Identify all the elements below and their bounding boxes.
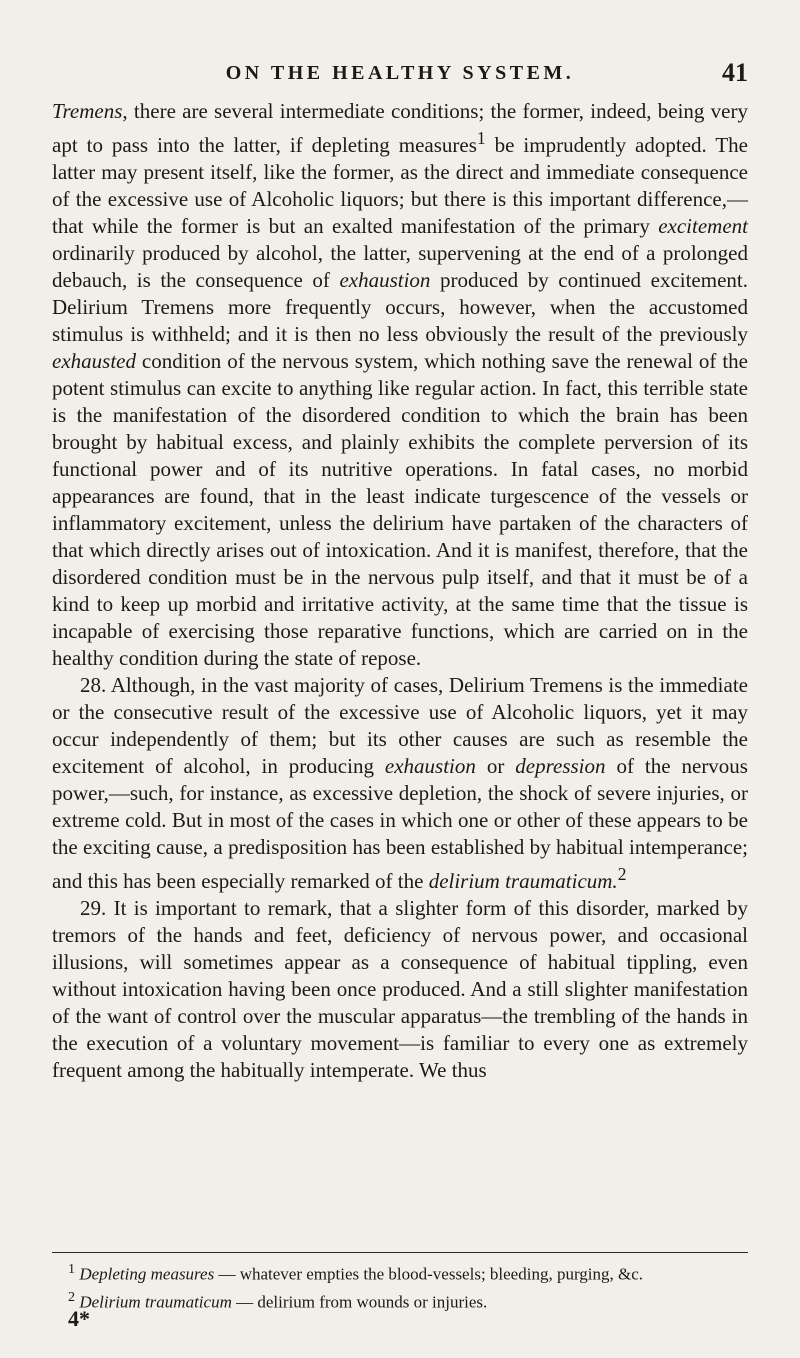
- text-run: 28. Although, in the vast majority of cases, Delirium Tremens is the immediate or the consecutive result of the excessive use of Alcoholic liquors, yet it may occur independently of them; but its other causes are such as resemble the excitement of alcohol, in producing: [52, 673, 748, 778]
- footnote-ref: 1: [476, 128, 486, 148]
- italic-term: exhausted: [52, 349, 136, 373]
- body-text: [52, 98, 748, 1084]
- paragraph-continuation: [52, 98, 748, 672]
- footnote-mark: 1: [68, 1261, 76, 1277]
- footnote-term: Delirium traumaticum: [79, 1292, 232, 1312]
- footnote-1: [52, 1258, 748, 1286]
- running-title: ON THE HEALTHY SYSTEM.: [225, 61, 575, 84]
- text-run: condition of the nervous system, which nothing save the renewal of the potent stimulus can excite to anything like regular action. In fact, this terrible state is the manifestation of the disordered condition to which the brain has been brought by habitual excess, and plainly exhibits the complete perversion of its functional power and of its nutritive operations. In fatal cases, no morbid appearances are found, that in the least indicate turgescence of the vessels or inflammatory excitement, unless the delirium have partaken of the characters of that which directly arises out of intoxication. And it is manifest, therefore, that the disordered condition must be in the nervous pulp itself, and that it must be of a kind to keep up morbid and irritative activity, at the same time that the tissue is incapable of exercising those reparative functions, which are carried on in the healthy condition during the state of repose.: [52, 349, 748, 670]
- footnote-text: — delirium from wounds or injuries.: [231, 1292, 488, 1312]
- footnote-ref: 2: [617, 864, 627, 884]
- italic-term: depression: [515, 754, 606, 778]
- text-run: be imprudently adopted. The latter may present itself, like the former, as the direct and immediate consequence of the excessive use of Alcoholic liquors; but there is this important difference,— that while the former is but an exalted manifestation of the primary: [52, 133, 749, 238]
- text-run: , there are several intermediate conditions; the former, indeed, being very apt to pass into the latter, if depleting measures: [52, 99, 748, 157]
- footnotes: [52, 1258, 748, 1313]
- text-run: 29. It is important to remark, that a slighter form of this disorder, marked by tremors of the hands and feet, deficiency of nervous power, and occasional illusions, will sometimes appear as a consequence of habitual tippling, even without intoxication having been once produced. And a still slighter manifestation of the want of control over the muscular apparatus—the trembling of the hands in the execution of a voluntary movement—is familiar to every one as extremely frequent among the habitually intemperate. We thus: [52, 896, 748, 1082]
- footnote-mark: 2: [68, 1288, 76, 1305]
- text-run: of the nervous power,—such, for instance, as excessive depletion, the shock of severe injuries, or extreme cold. But in most of the cases in which one or other of these appears to be the exciting cause, a predisposition has been established by habitual intemperance; and this has been especially remarked of the: [52, 754, 748, 893]
- text-run: produced by continued excitement. Delirium Tremens more frequently occurs, however, when the accustomed stimulus is withheld; and it is then no less obviously the result of the previously: [52, 268, 748, 346]
- paragraph-28: [52, 672, 748, 895]
- italic-term: excitement: [658, 214, 748, 238]
- paragraph-29: [52, 895, 748, 1084]
- running-header: [52, 56, 748, 90]
- text-run: ordinarily produced by alcohol, the latter, supervening at the end of a prolonged debauch, is the consequence of: [52, 241, 748, 292]
- signature-mark: 4*: [68, 1306, 90, 1331]
- italic-term: delirium traumaticum.: [428, 869, 618, 893]
- italic-term: exhaustion: [339, 268, 431, 292]
- footnote-divider: [52, 1252, 748, 1253]
- footnote-2: [52, 1286, 748, 1314]
- page-number: 41: [722, 58, 748, 87]
- text-run: or: [475, 754, 516, 778]
- italic-term: Tremens: [52, 99, 123, 123]
- footnote-term: Depleting measures: [79, 1264, 215, 1284]
- footnote-text: — whatever empties the blood-vessels; bleeding, purging, &c.: [214, 1264, 644, 1284]
- italic-term: exhaustion: [384, 754, 476, 778]
